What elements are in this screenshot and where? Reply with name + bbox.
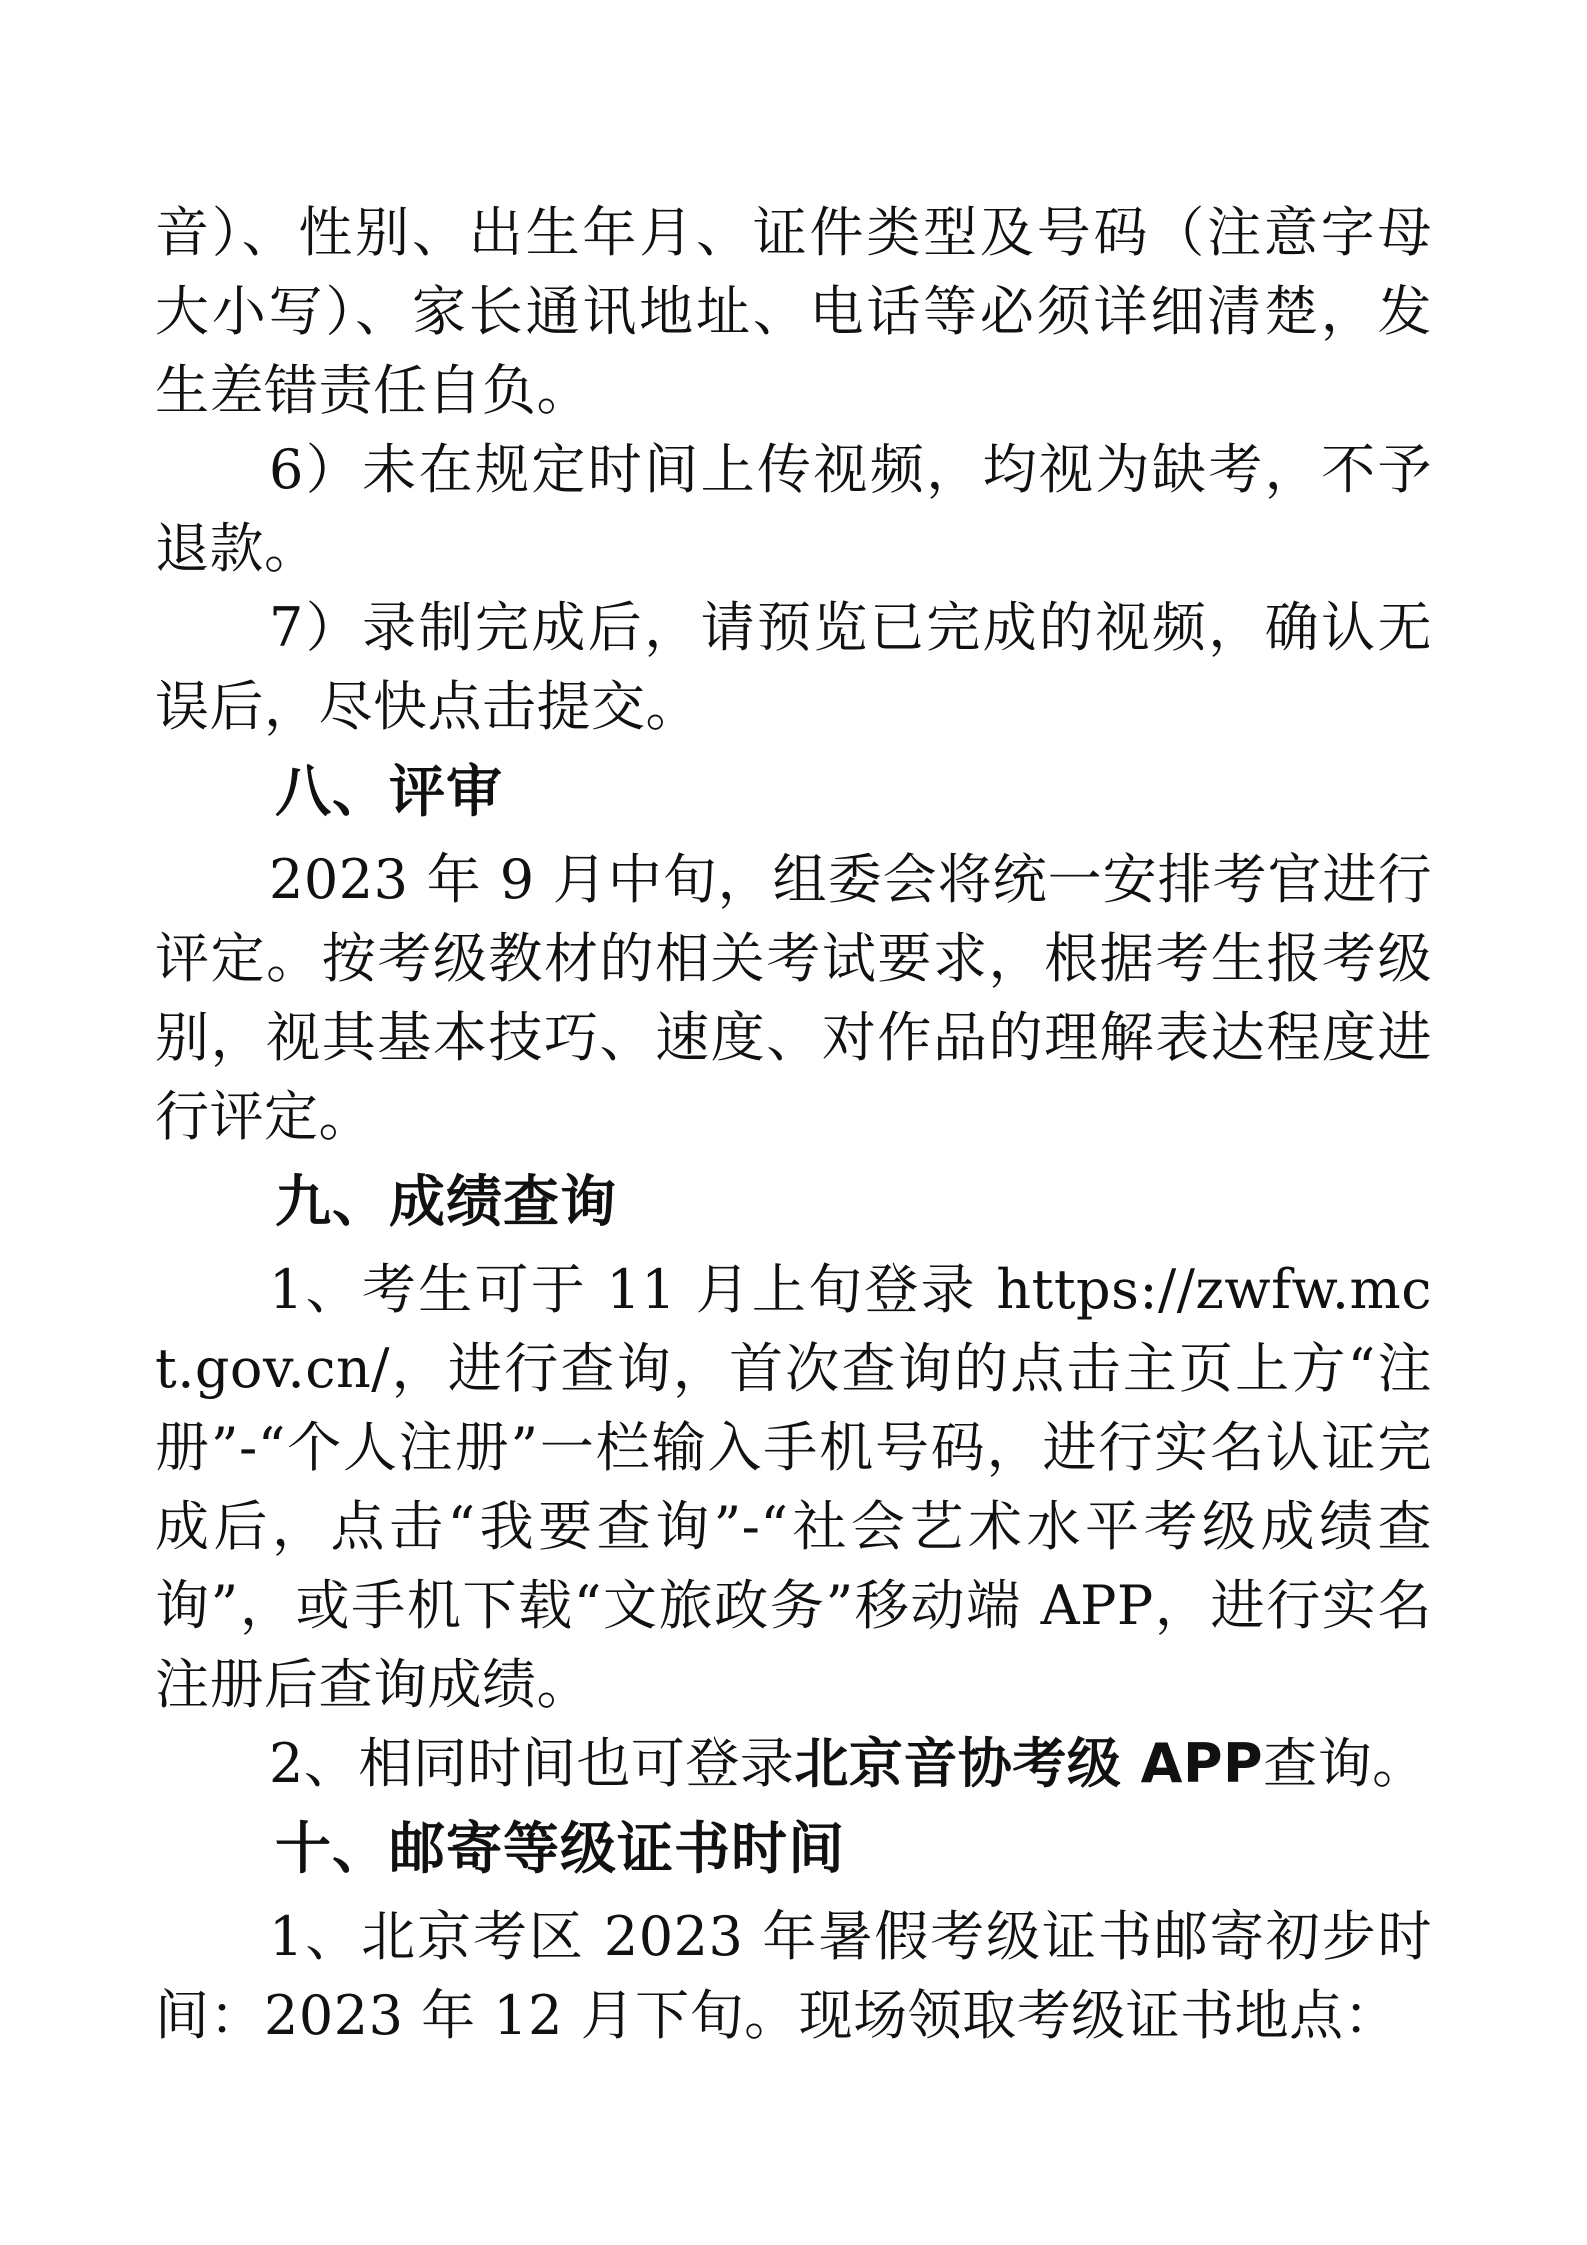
paragraph-score-query-2	[155, 1724, 1432, 1803]
paragraph-item-7: 7）录制完成后，请预览已完成的视频，确认无误后，尽快点击提交。	[155, 596, 1432, 738]
section-heading-certificate-mailing: 十、邮寄等级证书时间	[275, 1817, 845, 1882]
document-body	[155, 193, 1432, 2055]
score-query-2-prefix: 2、相同时间也可登录	[269, 1732, 795, 1795]
app-name-bold: 北京音协考级 APP	[794, 1732, 1264, 1795]
section-heading-score-query: 九、成绩查询	[275, 1170, 617, 1235]
paragraph-score-query-1: 1、考生可于 11 月上旬登录 https://zwfw.mct.gov.cn/，进行查询，首次查询的点击主页上方“注册”-“个人注册”一栏输入手机号码，进行实名认证完成后，点击“我要查询”-“社会艺术水平考级成绩查询”，或手机下载“文旅政务”移动端 APP，进行实名注册后查询成绩。	[155, 1258, 1432, 1716]
paragraph-registration-info: 音）、性别、出生年月、证件类型及号码（注意字母大小写）、家长通讯地址、电话等必须详细清楚，发生差错责任自负。	[155, 201, 1432, 422]
section-heading-review: 八、评审	[275, 760, 503, 825]
paragraph-item-6: 6）未在规定时间上传视频，均视为缺考，不予退款。	[155, 438, 1432, 580]
paragraph-certificate-mailing-1: 1、北京考区 2023 年暑假考级证书邮寄初步时间：2023 年 12 月下旬。现场领取考级证书地点：	[155, 1905, 1432, 2047]
score-query-2-suffix: 查询。	[1263, 1732, 1427, 1795]
paragraph-review: 2023 年 9 月中旬，组委会将统一安排考官进行评定。按考级教材的相关考试要求，根据考生报考级别，视其基本技巧、速度、对作品的理解表达程度进行评定。	[155, 848, 1432, 1148]
